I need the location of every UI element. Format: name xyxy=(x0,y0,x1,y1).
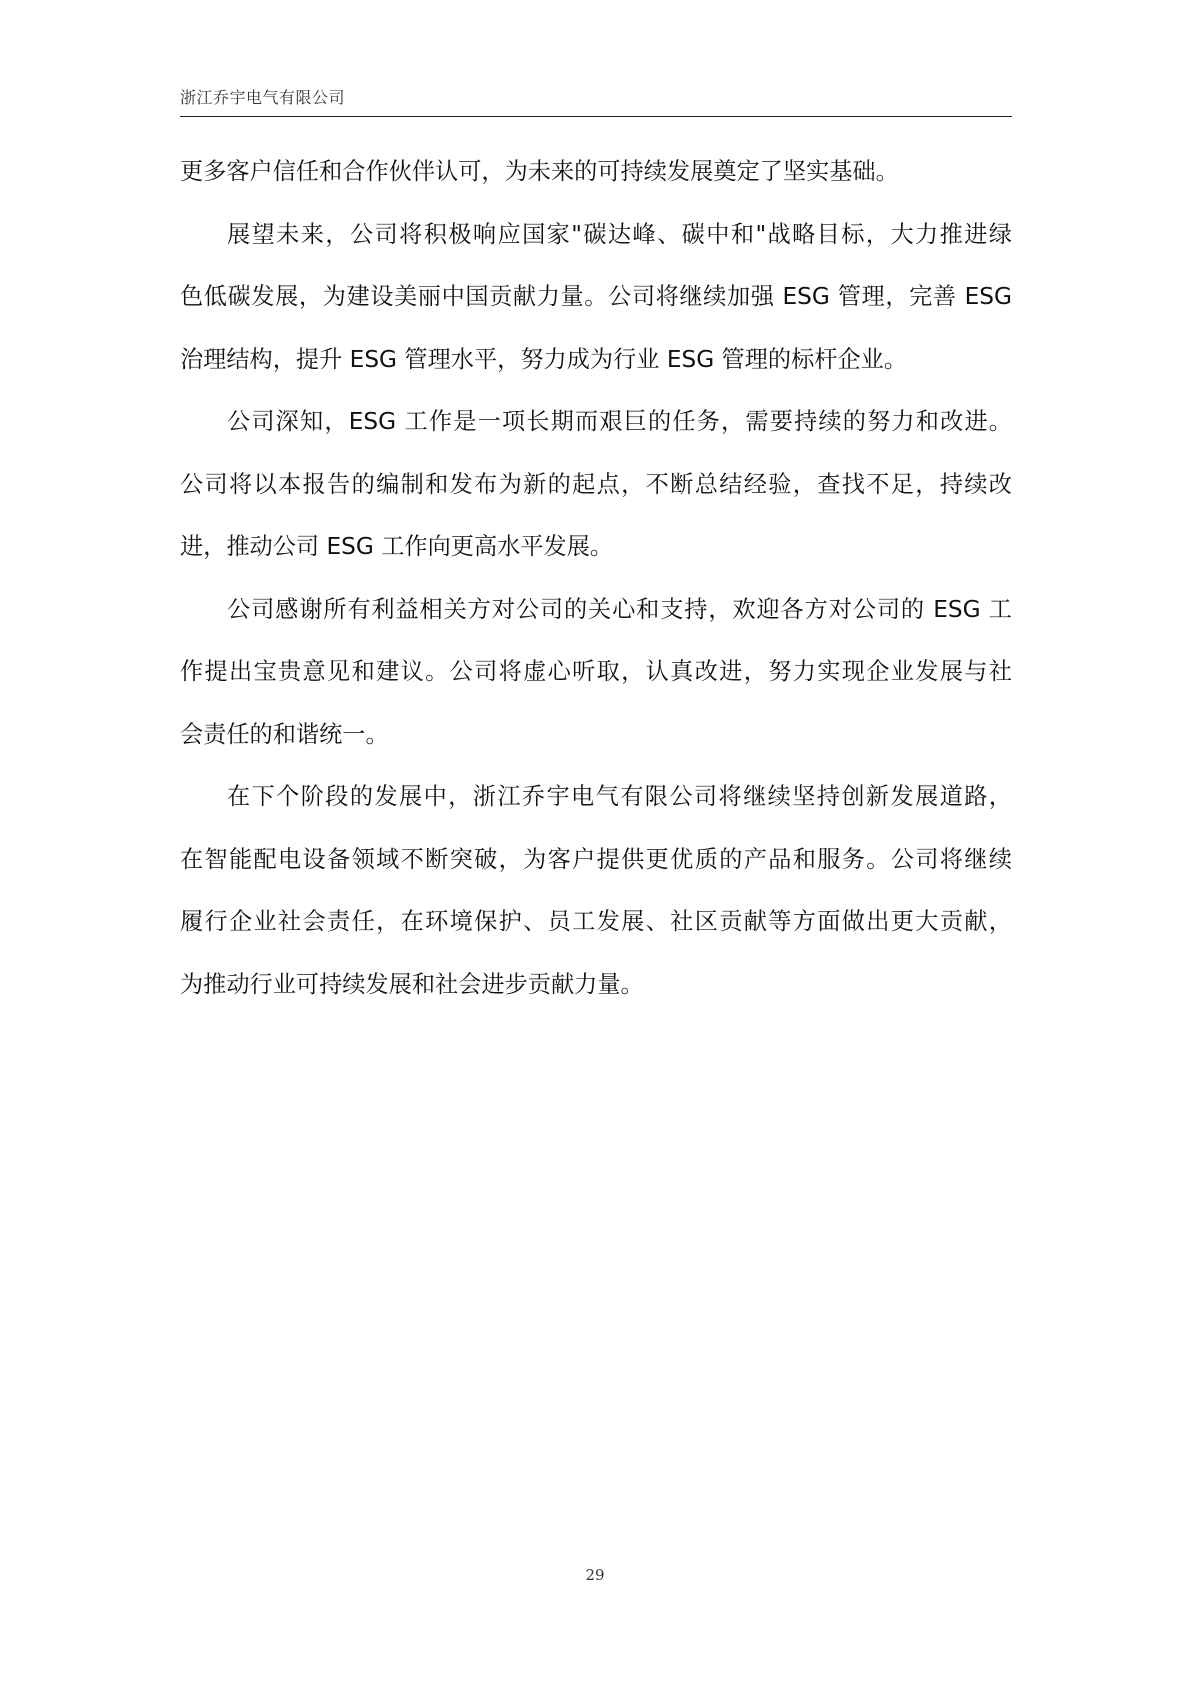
text-line: 作提出宝贵意见和建议。公司将虚心听取，认真改进，努力实现企业发展与社 xyxy=(180,658,1012,685)
text-line: 会责任的和谐统一。 xyxy=(180,720,389,748)
text-line: 为推动行业可持续发展和社会进步贡献力量。 xyxy=(180,970,644,998)
header-company-name: 浙江乔宇电气有限公司 xyxy=(180,88,346,107)
text-line: 公司深知，ESG 工作是一项长期而艰巨的任务，需要持续的努力和改进。 xyxy=(227,408,1012,435)
page-header xyxy=(180,88,1012,117)
paragraph-outlook xyxy=(180,219,1012,375)
paragraph-acknowledgement xyxy=(180,594,1012,750)
text-line: 展望未来，公司将积极响应国家"碳达峰、碳中和"战略目标，大力推进绿 xyxy=(227,220,1012,248)
paragraph-continuation xyxy=(180,156,1012,187)
text-line: 进，推动公司 ESG 工作向更高水平发展。 xyxy=(180,533,614,560)
paragraph-long-term-task xyxy=(180,406,1012,562)
document-body xyxy=(180,156,1012,1031)
text-line: 治理结构，提升 ESG 管理水平，努力成为行业 ESG 管理的标杆企业。 xyxy=(180,345,908,373)
text-line: 在智能配电设备领域不断突破，为客户提供更优质的产品和服务。公司将继续 xyxy=(180,845,1012,873)
text-line: 色低碳发展，为建设美丽中国贡献力量。公司将继续加强 ESG 管理，完善 ESG xyxy=(180,283,1012,310)
text-line: 公司感谢所有利益相关方对公司的关心和支持，欢迎各方对公司的 ESG 工 xyxy=(227,595,1012,623)
text-line: 更多客户信任和合作伙伴认可，为未来的可持续发展奠定了坚实基础。 xyxy=(180,158,899,185)
page-number: 29 xyxy=(585,1566,605,1584)
text-line: 公司将以本报告的编制和发布为新的起点，不断总结经验，查找不足，持续改 xyxy=(180,470,1012,498)
text-line: 在下个阶段的发展中，浙江乔宇电气有限公司将继续坚持创新发展道路， xyxy=(227,783,1012,810)
paragraph-next-stage xyxy=(180,781,1012,1000)
text-line: 履行企业社会责任，在环境保护、员工发展、社区贡献等方面做出更大贡献， xyxy=(180,908,1012,935)
